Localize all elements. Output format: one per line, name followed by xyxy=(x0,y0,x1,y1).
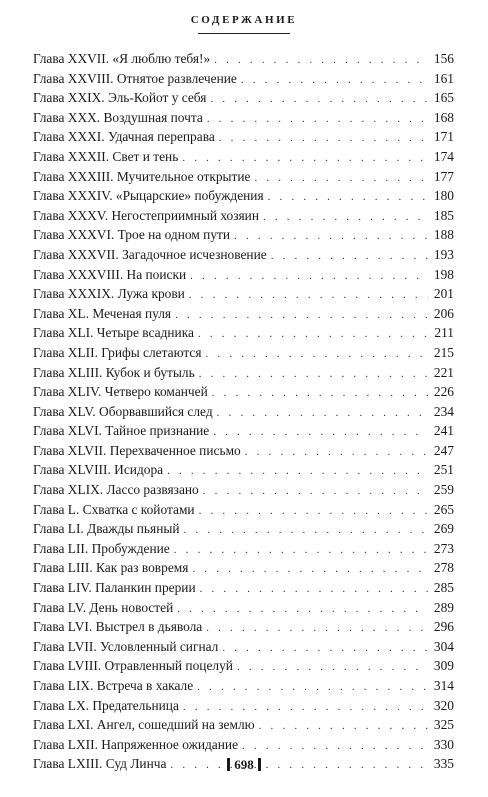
toc-entry xyxy=(33,382,454,402)
toc-entry xyxy=(33,480,454,500)
toc-entry-title: Глава LVIII. Отравленный поцелуй xyxy=(33,658,233,674)
toc-entry-page: 273 xyxy=(433,540,454,556)
toc-entry-page: 168 xyxy=(433,109,454,125)
toc-entry-page: 201 xyxy=(433,286,454,302)
toc-entry-title: Глава LII. Пробуждение xyxy=(33,540,170,556)
toc-entry-title: Глава LI. Дважды пьяный xyxy=(33,521,180,537)
toc-entry-title: Глава XLVII. Перехваченное письмо xyxy=(33,442,241,458)
toc-entry-page: 304 xyxy=(433,638,454,654)
toc-entry-page: 278 xyxy=(433,560,454,576)
toc-entry-title: Глава XLI. Четыре всадника xyxy=(33,325,194,341)
toc-entry-page: 241 xyxy=(433,423,454,439)
toc-entry-title: Глава XXIX. Эль-Койот у себя xyxy=(33,90,207,106)
dot-leader xyxy=(268,188,428,208)
dot-leader xyxy=(217,404,428,424)
toc-entry xyxy=(33,304,454,324)
toc-entry-page: 161 xyxy=(433,70,454,86)
toc-entry xyxy=(33,186,454,206)
toc-entry xyxy=(33,715,454,735)
dot-leader xyxy=(198,325,428,345)
page-title: СОДЕРЖАНИЕ xyxy=(190,14,298,26)
dot-leader xyxy=(189,286,428,306)
toc-entry-page: 296 xyxy=(433,619,454,635)
toc-entry-title: Глава LVII. Условленный сигнал xyxy=(33,638,219,654)
table-of-contents xyxy=(33,49,454,774)
toc-entry xyxy=(33,363,454,383)
toc-entry-page: 171 xyxy=(433,129,454,145)
toc-entry-page: 234 xyxy=(433,403,454,419)
toc-entry xyxy=(33,323,454,343)
dot-leader xyxy=(212,384,428,404)
toc-entry-title: Глава LIII. Как раз вовремя xyxy=(33,560,189,576)
dot-leader xyxy=(175,306,428,326)
toc-entry-title: Глава LXI. Ангел, сошедший на землю xyxy=(33,717,255,733)
dot-leader xyxy=(237,658,428,678)
folio-bracket-right xyxy=(258,758,261,771)
toc-entry-page: 335 xyxy=(433,756,454,772)
toc-entry xyxy=(33,656,454,676)
toc-entry-page: 309 xyxy=(433,658,454,674)
toc-entry-title: Глава XXXII. Свет и тень xyxy=(33,148,179,164)
toc-entry-page: 177 xyxy=(433,168,454,184)
dot-leader xyxy=(197,678,428,698)
toc-entry xyxy=(33,88,454,108)
header-rule xyxy=(198,33,290,34)
dot-leader xyxy=(271,247,428,267)
toc-entry-page: 156 xyxy=(433,51,454,66)
toc-entry xyxy=(33,637,454,657)
page-number: 698 xyxy=(234,757,254,772)
dot-leader xyxy=(241,71,428,91)
toc-entry-page: 285 xyxy=(433,580,454,596)
toc-entry-title: Глава XXXI. Удачная переправа xyxy=(33,129,215,145)
toc-entry xyxy=(33,245,454,265)
toc-entry xyxy=(33,598,454,618)
toc-entry xyxy=(33,147,454,167)
toc-entry xyxy=(33,696,454,716)
toc-entry-title: Глава LXIII. Суд Линча xyxy=(33,756,167,772)
toc-entry-title: Глава XXXIV. «Рыцарские» побуждения xyxy=(33,188,264,204)
toc-entry xyxy=(33,421,454,441)
toc-entry xyxy=(33,460,454,480)
toc-entry-title: Глава XLV. Оборвавшийся след xyxy=(33,403,213,419)
toc-entry xyxy=(33,108,454,128)
dot-leader xyxy=(206,619,428,639)
toc-entry-title: Глава XXXV. Негостеприимный хозяин xyxy=(33,207,259,223)
dot-leader xyxy=(207,110,428,130)
toc-entry xyxy=(33,578,454,598)
toc-entry-title: Глава LIX. Встреча в хакале xyxy=(33,678,194,693)
toc-entry-page: 206 xyxy=(433,305,454,321)
dot-leader xyxy=(177,600,428,620)
toc-entry xyxy=(33,735,454,755)
toc-entry-title: Глава XLIV. Четверо команчей xyxy=(33,384,208,400)
dot-leader xyxy=(254,169,428,189)
toc-entry-page: 320 xyxy=(433,697,454,713)
dot-leader xyxy=(210,90,428,110)
toc-entry xyxy=(33,284,454,304)
toc-entry-title: Глава XXXIX. Лужа крови xyxy=(33,286,185,302)
toc-entry-title: Глава LV. День новостей xyxy=(33,599,174,615)
toc-entry xyxy=(33,265,454,285)
toc-entry-page: 330 xyxy=(433,736,454,752)
toc-entry-title: Глава XLVI. Тайное признание xyxy=(33,423,210,439)
toc-entry-title: Глава LX. Предательница xyxy=(33,697,179,713)
dot-leader xyxy=(214,51,428,71)
toc-entry-page: 259 xyxy=(433,482,454,498)
toc-entry-page: 325 xyxy=(433,717,454,733)
dot-leader xyxy=(206,345,428,365)
toc-entry-title: Глава XXXVI. Трое на одном пути xyxy=(33,227,231,243)
toc-entry-page: 188 xyxy=(433,227,454,243)
toc-entry-page: 211 xyxy=(434,325,454,341)
toc-entry-page: 269 xyxy=(433,521,454,537)
folio-bracket-left xyxy=(227,758,230,771)
toc-entry xyxy=(33,500,454,520)
dot-leader xyxy=(199,365,428,385)
toc-entry xyxy=(33,539,454,559)
toc-entry-title: Глава L. Схватка с койотами xyxy=(33,501,195,517)
dot-leader xyxy=(259,717,428,737)
toc-entry-title: Глава XLII. Грифы слетаются xyxy=(33,344,202,360)
dot-leader xyxy=(213,423,428,443)
toc-entry-title: Глава XXX. Воздушная почта xyxy=(33,109,203,125)
toc-entry xyxy=(33,617,454,637)
toc-entry-page: 180 xyxy=(433,188,454,204)
toc-entry-page: 198 xyxy=(433,266,454,282)
toc-entry xyxy=(33,558,454,578)
toc-entry-page: 251 xyxy=(433,462,454,478)
dot-leader xyxy=(200,580,428,600)
toc-entry-title: Глава LXII. Напряженное ожидание xyxy=(33,736,239,752)
toc-entry xyxy=(33,206,454,226)
toc-entry-title: Глава XXXIII. Мучительное открытие xyxy=(33,168,251,184)
toc-entry xyxy=(33,676,454,696)
toc-entry-page: 174 xyxy=(433,148,454,164)
dot-leader xyxy=(184,521,428,541)
dot-leader xyxy=(222,639,428,659)
dot-leader xyxy=(192,560,428,580)
toc-entry-page: 314 xyxy=(433,678,454,693)
toc-entry-page: 215 xyxy=(433,344,454,360)
toc-entry-page: 165 xyxy=(433,90,454,106)
toc-entry-title: Глава XLVIII. Исидора xyxy=(33,462,164,478)
toc-entry-page: 193 xyxy=(433,246,454,262)
toc-entry-title: Глава XLIX. Лассо развязано xyxy=(33,482,199,498)
toc-entry xyxy=(33,519,454,539)
dot-leader xyxy=(190,267,428,287)
toc-entry-title: Глава LIV. Паланкин прерии xyxy=(33,580,196,596)
running-header xyxy=(0,14,488,34)
toc-entry-title: Глава XXXVII. Загадочное исчезновение xyxy=(33,246,267,262)
toc-entry xyxy=(33,343,454,363)
dot-leader xyxy=(263,208,428,228)
dot-leader xyxy=(199,502,428,522)
dot-leader xyxy=(174,541,428,561)
toc-entry-page: 265 xyxy=(433,501,454,517)
toc-entry-title: Глава XL. Меченая пуля xyxy=(33,305,172,321)
dot-leader xyxy=(203,482,428,502)
toc-entry-title: Глава XXXVIII. На поиски xyxy=(33,266,187,282)
toc-entry-title: Глава XXVIII. Отнятое развлечение xyxy=(33,70,237,86)
toc-entry xyxy=(33,167,454,187)
toc-entry xyxy=(33,402,454,422)
toc-entry-title: Глава XLIII. Кубок и бутыль xyxy=(33,364,195,380)
toc-entry-page: 185 xyxy=(433,207,454,223)
toc-entry-title: Глава LVI. Выстрел в дьявола xyxy=(33,619,203,635)
dot-leader xyxy=(167,462,428,482)
page-footer xyxy=(0,757,488,773)
dot-leader xyxy=(219,129,428,149)
toc-entry xyxy=(33,225,454,245)
toc-entry xyxy=(33,127,454,147)
dot-leader xyxy=(245,443,428,463)
toc-entry-page: 247 xyxy=(433,442,454,458)
toc-entry-page: 226 xyxy=(433,384,454,400)
toc-entry xyxy=(33,49,454,69)
toc-entry xyxy=(33,441,454,461)
toc-entry-page: 289 xyxy=(433,599,454,615)
toc-entry-title: Глава XXVII. «Я люблю тебя!» xyxy=(33,51,211,66)
dot-leader xyxy=(242,737,428,757)
toc-entry-page: 221 xyxy=(433,364,454,380)
toc-entry xyxy=(33,69,454,89)
